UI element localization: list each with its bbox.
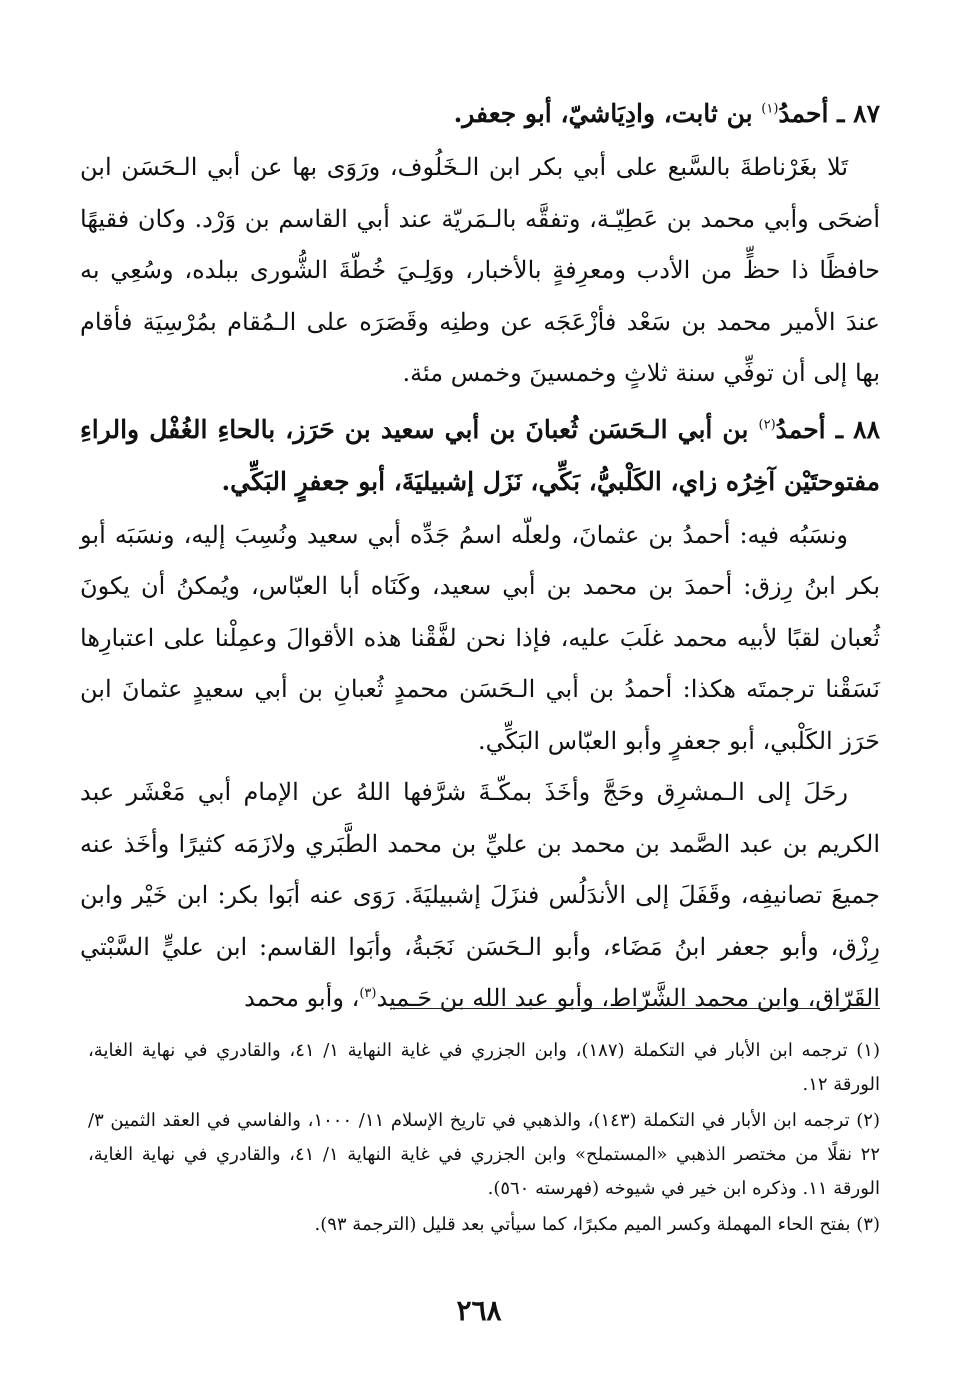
entry-heading-88-rest: بن أبي الـحَسَن ثُعبانَ بن أبي سعيد بن حَرَز، بالحاءِ الغُفْل والراءِ مفتوحتَيْن آخِرُه زاي، الكَلْبيُّ، بَكِّي، نَزَل إشبيليَةَ، أبو جعفرٍ البَكِّي. [80, 414, 880, 496]
footnote-ref-2: (٢) [758, 417, 776, 433]
entry-heading-87-name: ٨٧ ـ أحمدُ [778, 99, 880, 128]
footnote-3: (٣) بفتح الحاء المهملة وكسر الميم مكبرًا، كما سيأتي بعد قليل (الترجمة ٩٣). [314, 1214, 880, 1235]
entry-heading-88-name: ٨٨ ـ أحمدُ [775, 414, 880, 444]
entry-body-88-paragraph-2-tail: ، وأبو محمد [244, 984, 360, 1012]
page-body [80, 88, 880, 1025]
entry-body-88-paragraph-2 [80, 767, 880, 1025]
entry-heading-87-rest: بن ثابت، وادِيَاشيّ، أبو جعفر. [453, 99, 762, 128]
entry-body-87: تَلا بغَرْناطةَ بالسَّبع على أبي بكر ابن الـخَلُوف، ورَوَى بها عن أبي الـحَسَن ابن أضحَى وأبي محمد بن عَطِيّـة، وتفقَّه بالـمَريّة عند أبي القاسم بن وَرْد. وكان فقيهًا حافظًا ذا حظٍّ من الأدب ومعرِفةٍ بالأخبار، ووَلِـيَ خُطّةَ الشُّورى ببلده، وسُعِي به عندَ الأمير محمد بن سَعْد فأزْعَجَه عن وطنِه وقَصَرَه على الـمُقام بمُرْسِيَة فأقام بها إلى أن توفِّي سنة ثلاثٍ وخمسينَ وخمس مئة. [80, 153, 880, 387]
footnote-ref-1: (١) [761, 101, 779, 117]
footnote-ref-3: (٣) [359, 986, 377, 1001]
footnotes [88, 1034, 880, 1244]
footnote-1: (١) ترجمه ابن الأبار في التكملة (١٨٧)، وابن الجزري في غاية النهاية ١/ ٤١، والقادري في نهاية الغاية، الورقة ١٢. [88, 1040, 880, 1095]
entry-body-88-paragraph-1: ونسَبُه فيه: أحمدُ بن عثمانَ، ولعلّه اسمُ جَدِّه أبي سعيد ونُسِبَ إليه، ونسَبَه أبو بكر ابنُ رِزق: أحمدَ بن محمد بن أبي سعيد، وكَنَاه أبا العبّاس، ويُمكنُ أن يكونَ ثُعبان لقبًا لأبيه محمد غلَبَ عليه، فإذا نحن لفَّقْنا هذه الأقوالَ وعمِلْنا على اعتبارِها نَسَقْنا ترجمتَه هكذا: أحمدُ بن أبي الـحَسَن محمدٍ ثُعبانِ بن أبي سعيدٍ عثمانَ ابن حَرَز الكَلْبي، أبو جعفرٍ وأبو العبّاس البَكِّي. [80, 520, 881, 755]
footnote-divider [390, 1008, 880, 1009]
page-number: ٢٦٨ [456, 1294, 502, 1327]
entry-heading-88 [80, 404, 880, 508]
footnote-2: (٢) ترجمه ابن الأبار في التكملة (١٤٣)، والذهبي في تاريخ الإسلام ١١/ ١٠٠٠، والفاسي في العقد الثمين ٣/ ٢٢ نقلًا من مختصر الذهبي «المستملح» وابن الجزري في غاية النهاية ١/ ٤١، والقادري في نهاية الغاية، الورقة ١١. وذكره ابن خير في شيوخه (فهرسته ٥٦٠). [88, 1110, 880, 1199]
entry-body-88-paragraph-2-text: رحَلَ إلى الـمشرِق وحَجَّ وأخَذَ بمكّـةَ شرَّفها اللهُ عن الإمام أبي مَعْشَر عبد الكريم بن عبد الصَّمد بن محمد بن عليِّ بن محمد الطَّبَري ولازَمَه كثيرًا وأخَذ عنه جميعَ تصانيفِه، وقَفَلَ إلى الأندَلُس فنزَلَ إشبيليَةَ. رَوَى عنه أبَوا بكر: ابن خَيْر وابن رِزْق، وأبو جعفر ابنُ مَضَاء، وأبو الـحَسَن نَجَبةُ، وأبَوا القاسم: ابن عليٍّ السَّبْتي القَرّاق، وابن محمد الشَّرّاط، وأبو عبد الله بن حَـميد [80, 778, 881, 1012]
entry-heading-87 [80, 88, 880, 140]
